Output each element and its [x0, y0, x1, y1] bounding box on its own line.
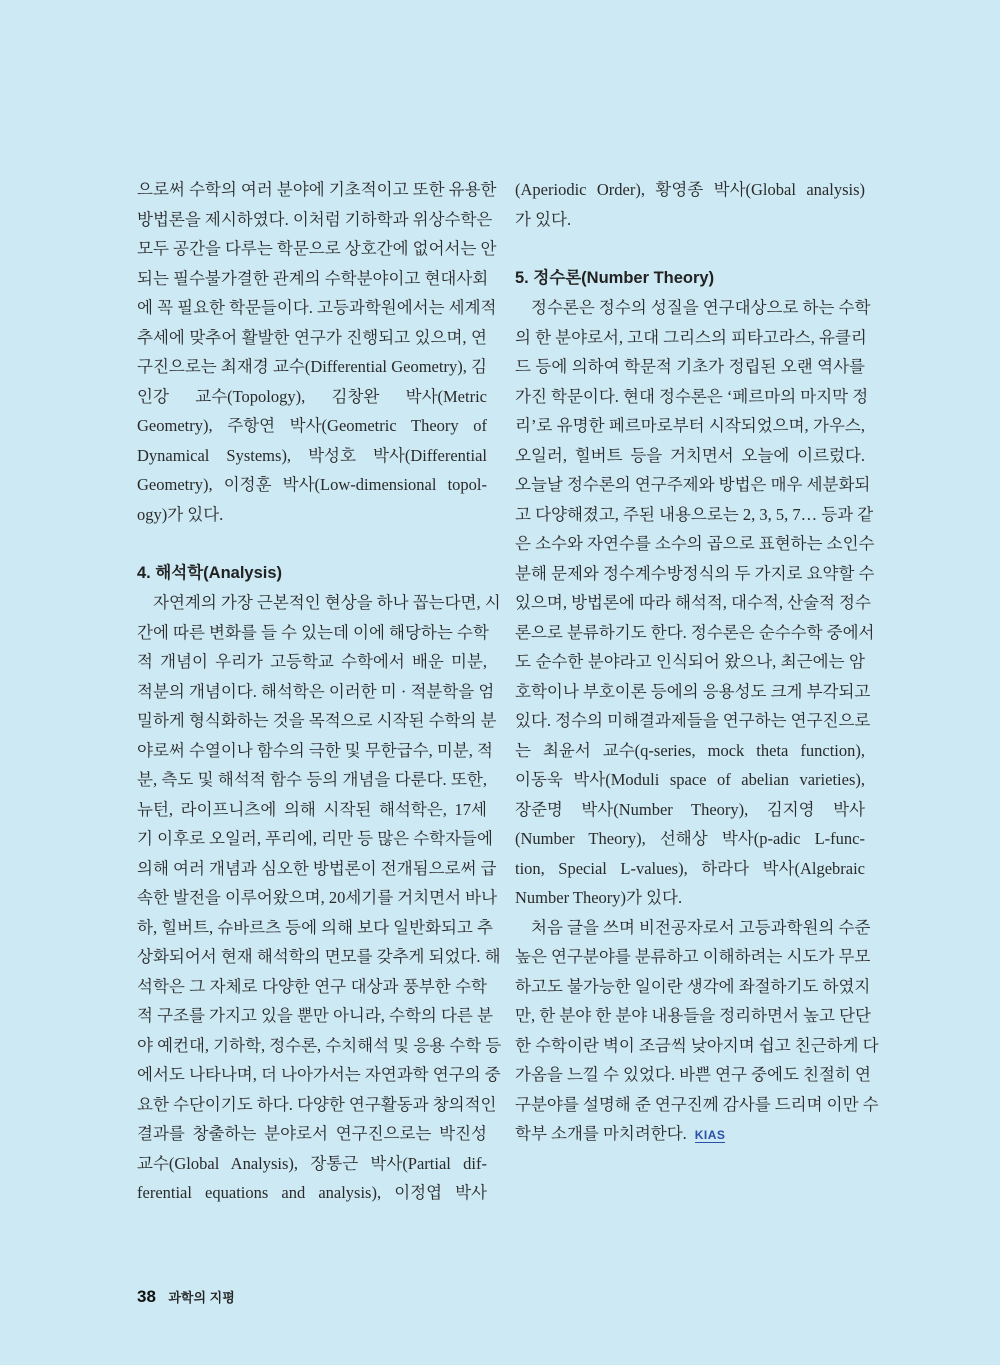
paragraph-gap — [515, 234, 865, 264]
paragraph — [515, 293, 875, 913]
text-line: 하, 힐버트, 슈바르츠 등에 의해 보다 일반화되고 추 — [137, 917, 493, 937]
text-line: 이동욱 박사(Moduli space of abelian varieties), — [515, 770, 865, 789]
text-line: 론으로 분류하기도 한다. 정수론은 순수수학 중에서 — [515, 622, 875, 642]
text-line: 오늘날 정수론의 연구주제와 방법은 매우 세분화되 — [515, 475, 871, 494]
text-line: Geometry), 이정훈 박사(Low-dimensional topol- — [137, 475, 487, 494]
text-line: 야로써 수열이나 함수의 극한 및 무한급수, 미분, 적 — [137, 740, 493, 760]
text-line: ferential equations and analysis), 이정엽 박사 — [137, 1183, 487, 1202]
text-line: Geometry), 주항연 박사(Geometric Theory of — [137, 416, 487, 435]
section-heading: 5. 정수론(Number Theory) — [515, 268, 715, 287]
text-line-content: 학부 소개를 마치려한다. — [515, 1124, 687, 1143]
text-line: 석학은 그 자체로 다양한 연구 대상과 풍부한 수학 — [137, 976, 487, 996]
text-line-content: ogy)가 있다. — [137, 504, 224, 524]
text-line: 만, 한 분야 한 분야 내용들을 정리하면서 높고 단단 — [515, 1006, 871, 1025]
text-line: (Number Theory), 선해상 박사(p-adic L-func- — [515, 829, 865, 848]
text-line: 고 다양해졌고, 주된 내용으로는 2, 3, 5, 7… 등과 같 — [515, 504, 874, 524]
text-line: 구분야를 설명해 준 연구진께 감사를 드리며 이만 수 — [515, 1094, 879, 1114]
text-line: Dynamical Systems), 박성호 박사(Differential — [137, 445, 487, 465]
paragraph — [515, 175, 865, 234]
text-line: 분해 문제와 정수계수방정식의 두 가지로 요약할 수 — [515, 563, 875, 583]
text-line: 으로써 수학의 여러 분야에 기초적이고 또한 유용한 — [137, 180, 497, 199]
text-line: 은 소수와 자연수를 소수의 곱으로 표현하는 소인수 — [515, 534, 875, 553]
paragraph-gap — [137, 529, 487, 559]
text-line — [137, 500, 487, 530]
paragraph — [137, 175, 497, 529]
text-line: 에서도 나타나며, 더 나아가서는 자연과학 연구의 중 — [137, 1065, 501, 1084]
text-line: 높은 연구분야를 분류하고 이해하려는 시도가 무모 — [515, 947, 871, 966]
paragraph — [137, 588, 502, 1208]
text-line: 의해 여러 개념과 심오한 방법론이 전개됨으로써 급 — [137, 858, 497, 878]
text-line: 가진 학문이다. 현대 정수론은 ‘페르마의 마지막 정 — [515, 386, 869, 406]
text-line: 요한 수단이기도 하다. 다양한 연구활동과 창의적인 — [137, 1094, 497, 1114]
text-line: 장준명 박사(Number Theory), 김지영 박사 — [515, 799, 865, 819]
text-line — [515, 205, 865, 235]
text-line — [515, 883, 865, 913]
text-line: 교수(Global Analysis), 장통근 박사(Partial dif- — [137, 1153, 487, 1173]
text-line: 있으며, 방법론에 따라 해석적, 대수적, 산술적 정수 — [515, 593, 871, 612]
text-line: 인강 교수(Topology), 김창완 박사(Metric — [137, 386, 487, 406]
text-line: 의 한 분야로서, 고대 그리스의 피타고라스, 유클리 — [515, 327, 867, 347]
text-line: 분, 측도 및 해석적 함수 등의 개념을 다룬다. 또한, — [137, 770, 487, 789]
text-line: tion, Special L-values), 하라다 박사(Algebraic — [515, 858, 865, 878]
text-line: 에 꼭 필요한 학문들이다. 고등과학원에서는 세계적 — [137, 298, 497, 317]
text-line: 리’로 유명한 페르마로부터 시작되었으며, 가우스, — [515, 416, 865, 435]
section-heading: 4. 해석학(Analysis) — [137, 563, 283, 582]
left-column — [137, 175, 502, 1208]
paragraph — [515, 913, 879, 1149]
text-line-content: 가 있다. — [515, 209, 572, 229]
text-line: 자연계의 가장 근본적인 현상을 하나 꼽는다면, 시 — [153, 593, 501, 612]
text-line: 상화되어서 현재 해석학의 면모를 갖추게 되었다. 해 — [137, 947, 501, 966]
text-line: 적 개념이 우리가 고등학교 수학에서 배운 미분, — [137, 652, 487, 671]
text-line: 모두 공간을 다루는 학문으로 상호간에 없어서는 안 — [137, 239, 497, 258]
text-line: 기 이후로 오일러, 푸리에, 리만 등 많은 수학자들에 — [137, 829, 493, 848]
text-line — [515, 1119, 865, 1149]
page-footer — [137, 1287, 235, 1307]
text-line: 오일러, 힐버트 등을 거치면서 오늘에 이르렀다. — [515, 445, 865, 465]
text-line-content: Number Theory)가 있다. — [515, 888, 683, 907]
text-line: 추세에 맞추어 활발한 연구가 진행되고 있으며, 연 — [137, 327, 487, 347]
text-line: 있다. 정수의 미해결과제들을 연구하는 연구진으로 — [515, 711, 871, 730]
text-line: 하고도 불가능한 일이란 생각에 좌절하기도 하였지 — [515, 976, 871, 996]
text-line: 적 구조를 가지고 있을 뿐만 아니라, 수학의 다른 분 — [137, 1006, 493, 1025]
text-line: 밀하게 형식화하는 것을 목적으로 시작된 수학의 분 — [137, 711, 497, 730]
text-line: 야 예컨대, 기하학, 정수론, 수치해석 및 응용 수학 등 — [137, 1035, 502, 1055]
text-line: 뉴턴, 라이프니츠에 의해 시작된 해석학은, 17세 — [137, 799, 487, 819]
text-line: 속한 발전을 이루어왔으며, 20세기를 거치면서 바나 — [137, 888, 498, 907]
text-line: 간에 따른 변화를 들 수 있는데 이에 해당하는 수학 — [137, 622, 489, 642]
text-line: 구진으로는 최재경 교수(Differential Geometry), 김 — [137, 357, 487, 376]
text-line: 호학이나 부호이론 등에의 응용성도 크게 부각되고 — [515, 681, 871, 701]
text-line: 적분의 개념이다. 해석학은 이러한 미 · 적분학을 엄 — [137, 681, 495, 701]
text-line: 드 등에 의하여 학문적 기초가 정립된 오랜 역사를 — [515, 357, 865, 376]
text-line: 되는 필수불가결한 관계의 수학분야이고 현대사회 — [137, 268, 489, 288]
text-line: 도 순수한 분야라고 인식되어 왔으나, 최근에는 암 — [515, 652, 865, 671]
magazine-title: 과학의 지평 — [168, 1290, 235, 1305]
text-line: 정수론은 정수의 성질을 연구대상으로 하는 수학 — [531, 298, 871, 317]
text-line: (Aperiodic Order), 황영종 박사(Global analysis) — [515, 180, 865, 199]
kias-logo: KIAS — [694, 1128, 726, 1142]
text-line: 방법론을 제시하였다. 이처럼 기하학과 위상수학은 — [137, 209, 493, 229]
text-line: 결과를 창출하는 분야로서 연구진으로는 박진성 — [137, 1124, 487, 1143]
right-column — [515, 175, 879, 1149]
page-number: 38 — [137, 1287, 156, 1306]
text-line: 한 수학이란 벽이 조금씩 낮아지며 쉽고 친근하게 다 — [515, 1035, 879, 1055]
text-line: 는 최윤서 교수(q-series, mock theta function), — [515, 740, 865, 760]
text-line: 가옴을 느낄 수 있었다. 바쁜 연구 중에도 친절히 연 — [515, 1065, 871, 1084]
text-line: 처음 글을 쓰며 비전공자로서 고등과학원의 수준 — [531, 917, 871, 937]
